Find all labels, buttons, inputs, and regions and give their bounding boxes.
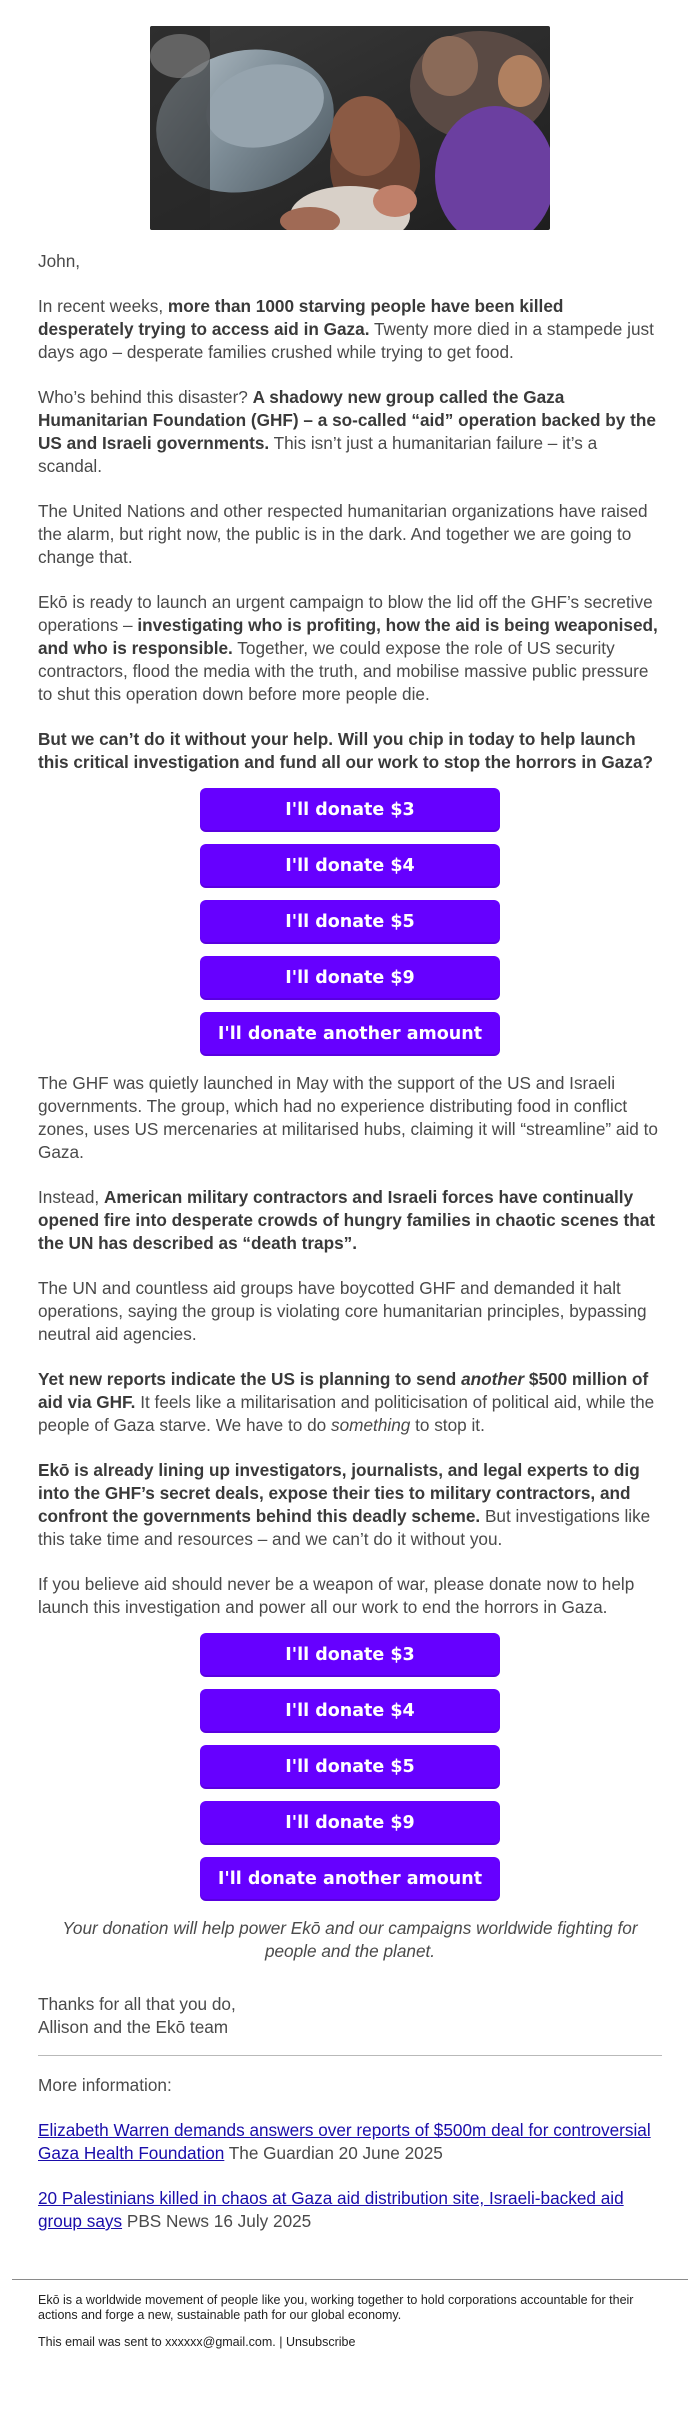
- paragraph-investigators: Ekō is already lining up investigators, journalists, and legal experts to dig into the GHF’s secret deals, expose their ties to military contractors, and confront the governments behind this deadly scheme. But investigations like this take time and resources – and we can’t do it without you.: [38, 1460, 651, 1549]
- donate-5-button[interactable]: I'll donate $5: [200, 1745, 500, 1789]
- unsubscribe-link[interactable]: Unsubscribe: [285, 2335, 356, 2349]
- signoff: Thanks for all that you do, Allison and the Ekō team: [38, 1994, 236, 2037]
- donate-other-button[interactable]: I'll donate another amount: [200, 1857, 500, 1901]
- donate-5-button[interactable]: I'll donate $5: [200, 900, 500, 944]
- donate-3-button[interactable]: I'll donate $3: [200, 788, 500, 832]
- donate-4-button[interactable]: I'll donate $4: [200, 844, 500, 888]
- footer-divider: [12, 2279, 688, 2280]
- footer: [38, 2293, 668, 2362]
- more-info-item: Elizabeth Warren demands answers over reports of $500m deal for controversial Gaza Health Foundation The Guardian 20 June 2025: [38, 2120, 651, 2163]
- paragraph-boycott: The UN and countless aid groups have boycotted GHF and demanded it halt operations, saying the group is violating core humanitarian principles, bypassing neutral aid agencies.: [38, 1278, 647, 1344]
- hero-image: [150, 26, 550, 230]
- donate-other-button[interactable]: I'll donate another amount: [200, 1012, 500, 1056]
- paragraph-launch: The GHF was quietly launched in May with the support of the US and Israeli governments. The group, which had no experience distributing food in conflict zones, uses US mercenaries at militarised hubs, claiming it will “streamline” aid to Gaza.: [38, 1073, 658, 1162]
- footer-about: Ekō is a worldwide movement of people like you, working together to hold corporations accountable for their actions and forge a new, sustainable path for our global economy.: [38, 2293, 634, 2322]
- paragraph-instead: Instead, American military contractors and Israeli forces have continually opened fire into desperate crowds of hungry families in chaotic scenes that the UN has described as “death traps”.: [38, 1187, 655, 1253]
- donate-3-button[interactable]: I'll donate $3: [200, 1633, 500, 1677]
- paragraph-un: The United Nations and other respected humanitarian organizations have raised the alarm, but right now, the public is in the dark. And together we are going to change that.: [38, 501, 648, 567]
- divider: [38, 2055, 662, 2056]
- more-info-title: More information:: [38, 2075, 172, 2095]
- donate-9-button[interactable]: I'll donate $9: [200, 956, 500, 1000]
- guardian-article-link[interactable]: Elizabeth Warren demands answers over reports of $500m deal for controversial Gaza Health Foundation: [38, 2120, 651, 2163]
- paragraph-reports: Yet new reports indicate the US is planning to send another $500 million of aid via GHF. It feels like a militarisation and politicisation of political aid, while the people of Gaza starve. We have to do something to stop it.: [38, 1369, 655, 1435]
- paragraph-ask: But we can’t do it without your help. Will you chip in today to help launch this critical investigation and fund all our work to stop the horrors in Gaza?: [38, 729, 653, 772]
- paragraph-believe: If you believe aid should never be a weapon of war, please donate now to help launch this investigation and power all our work to end the horrors in Gaza.: [38, 1574, 635, 1617]
- pbs-article-link[interactable]: 20 Palestinians killed in chaos at Gaza aid distribution site, Israeli-backed aid group says: [38, 2188, 624, 2231]
- paragraph-intro: In recent weeks, more than 1000 starving people have been killed desperately trying to access aid in Gaza. Twenty more died in a stampede just days ago – desperate families crushed while trying to get food.: [38, 296, 654, 362]
- paragraph-ghf: Who’s behind this disaster? A shadowy new group called the Gaza Humanitarian Foundation (GHF) – a so-called “aid” operation backed by the US and Israeli governments. This isn’t just a humanitarian failure – it’s a scandal.: [38, 387, 656, 476]
- footer-sent: This email was sent to xxxxxx@gmail.com. | Unsubscribe: [38, 2335, 356, 2349]
- paragraph-campaign: Ekō is ready to launch an urgent campaign to blow the lid off the GHF’s secretive operations – investigating who is profiting, how the aid is being weaponised, and who is responsible. Together, we could expose the role of US security contractors, flood the media with the truth, and mobilise massive public pressure to shut this operation down before more people die.: [38, 592, 658, 704]
- donate-buttons-top: [38, 788, 662, 1056]
- more-info-item: 20 Palestinians killed in chaos at Gaza aid distribution site, Israeli-backed aid group says PBS News 16 July 2025: [38, 2188, 624, 2231]
- donate-4-button[interactable]: I'll donate $4: [200, 1689, 500, 1733]
- donate-9-button[interactable]: I'll donate $9: [200, 1801, 500, 1845]
- donate-buttons-bottom: [38, 1633, 662, 1901]
- donation-tagline: Your donation will help power Ekō and our campaigns worldwide fighting for people and the planet.: [62, 1918, 638, 1961]
- hero-photo-illustration: [150, 26, 550, 230]
- greeting: John,: [38, 251, 81, 271]
- email-content: [38, 250, 662, 2255]
